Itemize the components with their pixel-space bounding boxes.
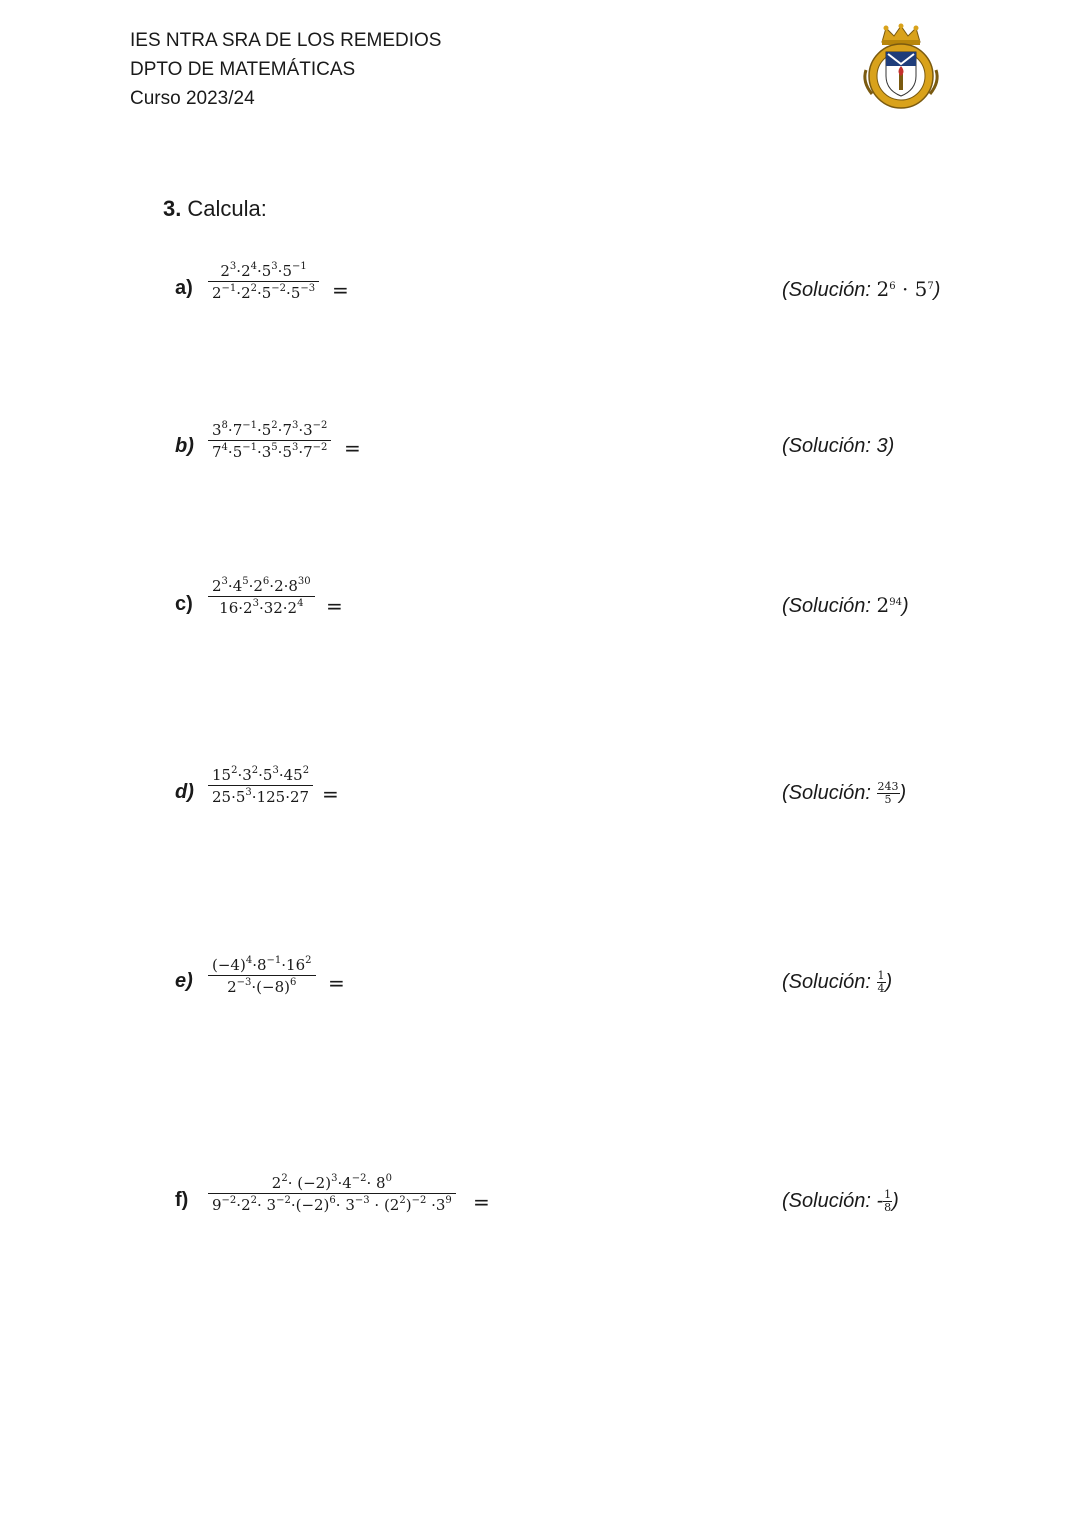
exercise-f-solution-fraction: $\frac{1}{8}$ (884, 1188, 892, 1214)
equals-sign: = (328, 971, 345, 995)
exercise-d-solution: (Solución: $\frac{243}{5}$ ) (782, 780, 907, 806)
question-heading (163, 196, 267, 222)
exercise-b-numerator: $3^8\cdot 7^{-1}\cdot 5^2\cdot 7^3\cdot 3^{-2}$ (212, 420, 328, 439)
exercise-d-numerator: $15^2\cdot 3^2\cdot 5^3\cdot 45^2$ (212, 765, 310, 784)
exercise-e-label: e) (175, 970, 193, 992)
exercise-d-label: d) (175, 781, 194, 803)
exercise-c-solution-math: $2^{94}$ (876, 593, 902, 617)
question-number: 3. (163, 196, 182, 221)
school-crest-logo (858, 20, 944, 114)
exercise-b-label: b) (175, 435, 194, 457)
course-year: Curso 2023/24 (130, 88, 255, 109)
exercise-d-denominator: $25\cdot 5^3\cdot 125\cdot 27$ (208, 785, 313, 806)
exercise-a-denominator: $2^{-1}\cdot 2^2\cdot 5^{-2}\cdot 5^{-3}$ (208, 281, 319, 302)
exercise-f-fraction (208, 1174, 456, 1214)
department-name: DPTO DE MATEMÁTICAS (130, 59, 356, 80)
exercise-e-denominator: $2^{-3}\cdot(-8)^6$ (208, 975, 316, 996)
question-title: Calcula: (187, 196, 267, 221)
exercise-c-numerator: $2^3\cdot 4^5\cdot 2^6\cdot 2\cdot 8^{30}$ (212, 576, 311, 595)
exercise-f-solution: (Solución: - $\frac{1}{8}$ ) (782, 1188, 899, 1214)
exercise-a-solution-math: $2^6 \cdot 5^7$ (876, 277, 934, 301)
exercise-c-solution: (Solución: $2^{94}$) (782, 593, 909, 617)
exercise-e-solution: (Solución: $\frac{1}{4}$ ) (782, 969, 893, 995)
exercise-b-denominator: $7^4\cdot 5^{-1}\cdot 3^5\cdot 5^3\cdot 7^{-2}$ (208, 440, 331, 461)
exercise-f-denominator: $9^{-2}\cdot 2^2\cdot 3^{-2}\cdot(-2)^6\cdot 3^{-3} \cdot (2^2)^{-2} \cdot 3^9$ (208, 1193, 456, 1214)
school-name: IES NTRA SRA DE LOS REMEDIOS (130, 30, 442, 51)
exercise-d-solution-fraction: $\frac{243}{5}$ (877, 780, 899, 806)
equals-sign: = (473, 1190, 490, 1214)
exercise-f-numerator: $2^2\cdot (-2)^3\cdot 4^{-2}\cdot 8^0$ (271, 1173, 392, 1192)
exercise-c-label: c) (175, 593, 193, 615)
exercise-a-fraction (208, 262, 319, 302)
exercise-e-fraction (208, 956, 316, 996)
exercise-c-denominator: $16\cdot 2^3\cdot 32\cdot 2^4$ (208, 596, 315, 617)
equals-sign: = (332, 278, 349, 302)
exercise-e-numerator: $(-4)^4\cdot 8^{-1}\cdot 16^2$ (212, 955, 312, 974)
equals-sign: = (344, 436, 361, 460)
equals-sign: = (322, 782, 339, 806)
exercise-d-fraction (208, 766, 313, 806)
exercise-a-numerator: $2^3\cdot 2^4\cdot 5^3\cdot 5^{-1}$ (220, 261, 307, 280)
equals-sign: = (326, 594, 343, 618)
exercise-a-solution: (Solución: $2^6 \cdot 5^7$) (782, 277, 941, 301)
exercise-b-solution: (Solución: 3) (782, 435, 895, 457)
exercise-c-fraction (208, 577, 315, 617)
exercise-f-label: f) (175, 1189, 189, 1211)
exercise-b-fraction (208, 421, 331, 461)
exercise-e-solution-fraction: $\frac{1}{4}$ (877, 969, 885, 995)
exercise-a-label: a) (175, 277, 193, 299)
